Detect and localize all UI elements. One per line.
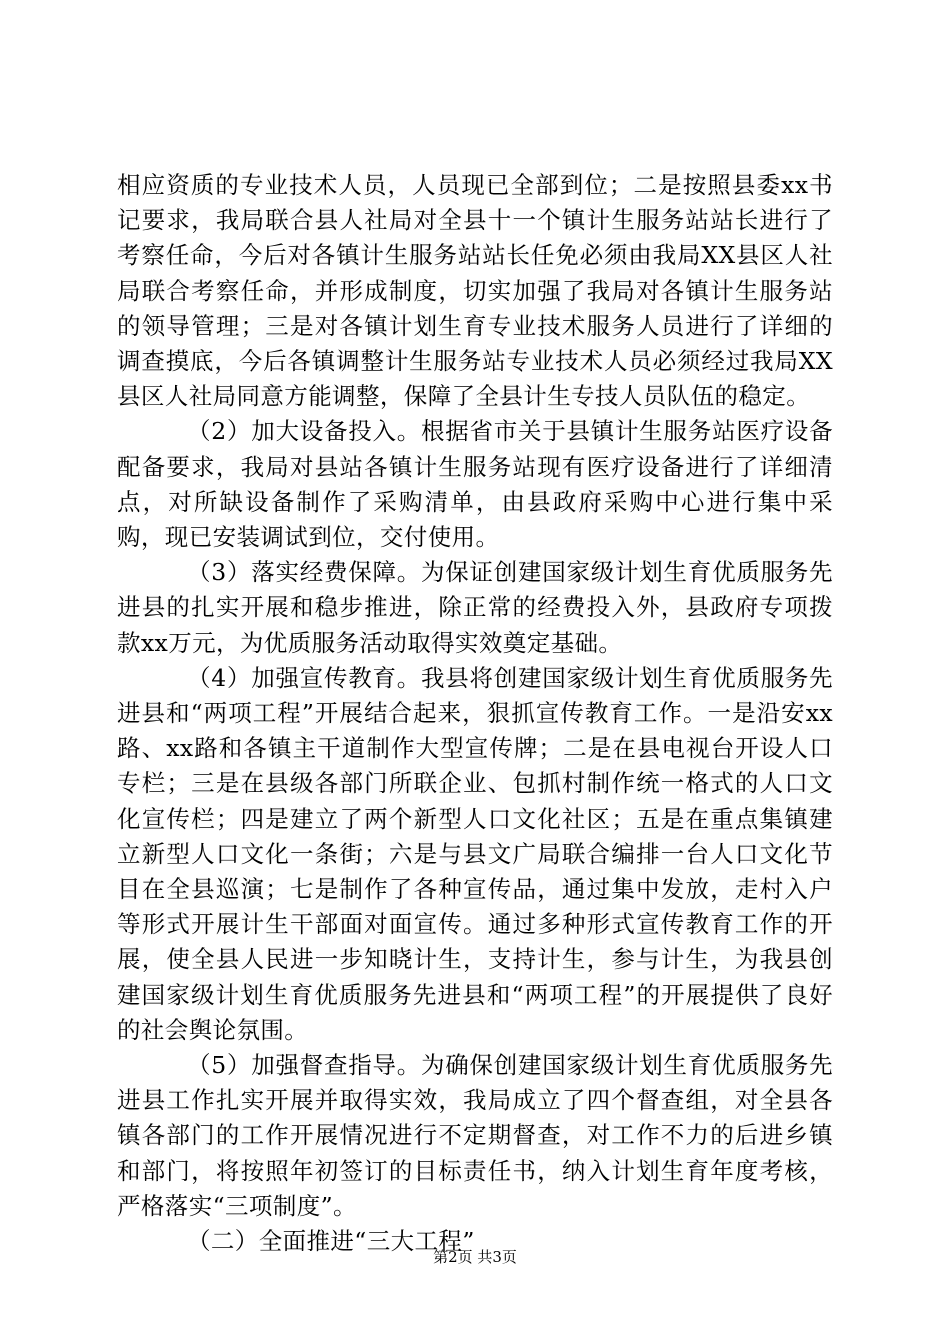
document-body: [117, 168, 833, 1259]
paragraph-equipment: （2）加大设备投入。根据省市关于县镇计生服务站医疗设备配备要求，我局对县站各镇计生服务站现有医疗设备进行了详细清点，对所缺设备制作了采购清单，由县政府采购中心进行集中采购，现已安装调试到位，交付使用。: [117, 417, 833, 552]
paragraph-supervision: （5）加强督查指导。为确保创建国家级计划生育优质服务先进县工作扎实开展并取得实效，我局成立了四个督查组，对全县各镇各部门的工作开展情况进行不定期督查，对工作不力的后进乡镇和部门，将按照年初签订的目标责任书，纳入计划生育年度考核，严格落实“三项制度”。: [117, 1051, 833, 1220]
paragraph-publicity: （4）加强宣传教育。我县将创建国家级计划生育优质服务先进县和“两项工程”开展结合起来，狠抓宣传教育工作。一是沿安xx路、xx路和各镇主干道制作大型宣传牌；二是在县电视台开设人口专栏；三是在县级各部门所联企业、包抓村制作统一格式的人口文化宣传栏；四是建立了两个新型人口文化社区；五是在重点集镇建立新型人口文化一条街；六是与县文广局联合编排一台人口文化节目在全县巡演；七是制作了各种宣传品，通过集中发放，走村入户等形式开展计生干部面对面宣传。通过多种形式宣传教育工作的开展，使全县人民进一步知晓计生，支持计生，参与计生，为我县创建国家级计划生育优质服务先进县和“两项工程”的开展提供了良好的社会舆论氛围。: [117, 663, 833, 1044]
paragraph-continuation: 相应资质的专业技术人员，人员现已全部到位；二是按照县委xx书记要求，我局联合县人社局对全县十一个镇计生服务站站长进行了考察任命，今后对各镇计生服务站站长任免必须由我局XX县区人社局联合考察任命，并形成制度，切实加强了我局对各镇计生服务站的领导管理；三是对各镇计划生育专业技术服务人员进行了详细的调查摸底，今后各镇调整计生服务站专业技术人员必须经过我局XX县区人社局同意方能调整，保障了全县计生专技人员队伍的稳定。: [117, 171, 833, 411]
paragraph-funding: （3）落实经费保障。为保证创建国家级计划生育优质服务先进县的扎实开展和稳步推进，除正常的经费投入外，县政府专项拨款xx万元，为优质服务活动取得实效奠定基础。: [117, 558, 833, 657]
section-heading: （二）全面推进“三大工程”: [187, 1227, 475, 1256]
page-number-footer: 第2页 共3页: [433, 1248, 517, 1266]
